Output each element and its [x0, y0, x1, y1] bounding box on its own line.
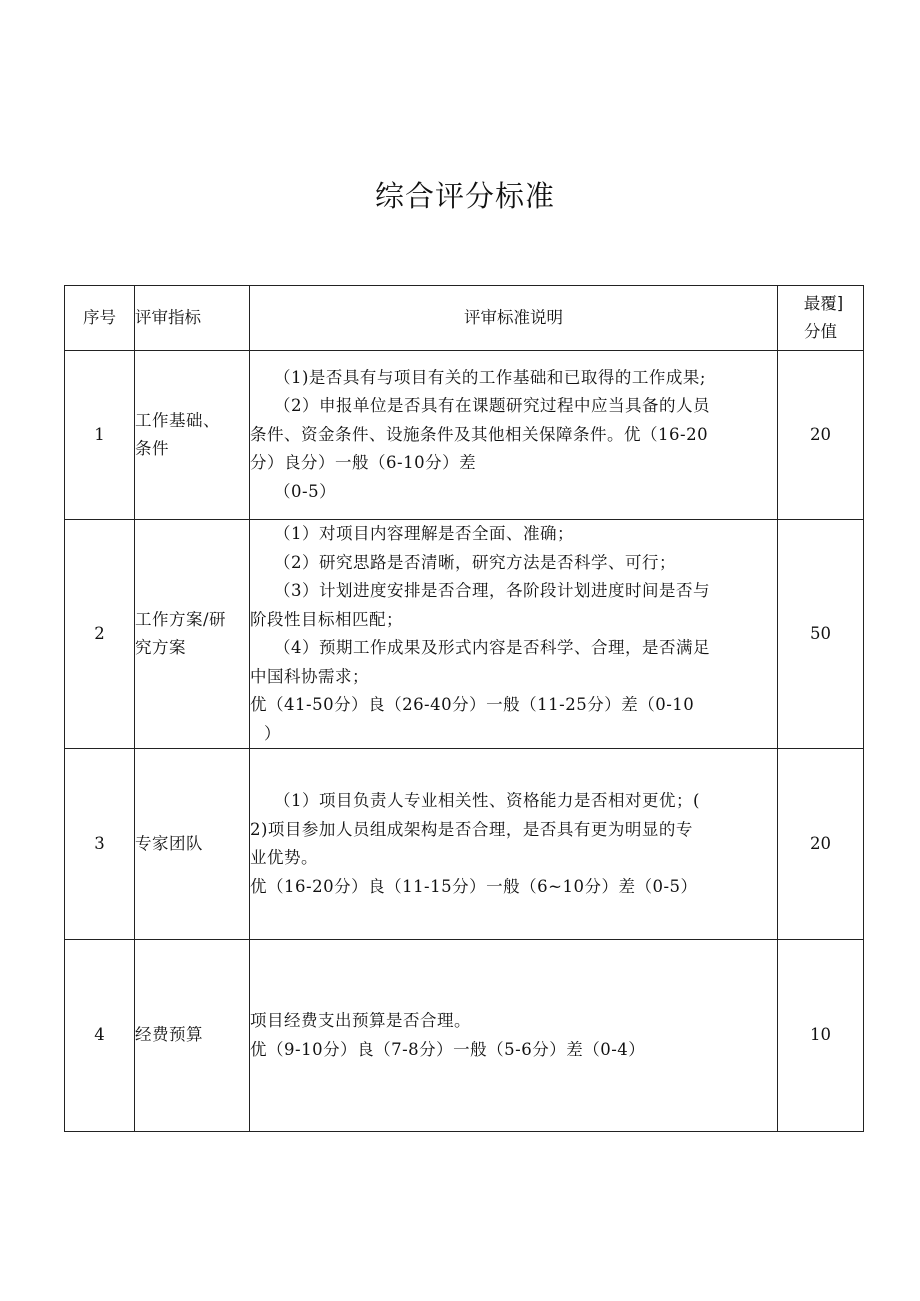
criteria-line: 阶段性目标相匹配；: [250, 609, 403, 629]
criteria-line: （4）预期工作成果及形式内容是否科学、合理，是否满足: [274, 638, 710, 657]
row-criteria: [250, 940, 778, 1132]
table-row: [65, 351, 864, 520]
table-row: [65, 749, 864, 940]
row-criteria: [250, 749, 778, 940]
indicator-line: 工作方案/研: [135, 609, 227, 629]
header-indicator: 评审指标: [135, 286, 250, 351]
criteria-line: 条件、资金条件、设施条件及其他相关保障条件。优（16-20: [250, 424, 709, 444]
row-score: 10: [778, 940, 864, 1132]
criteria-line: ）: [264, 723, 281, 743]
criteria-line: （2）研究思路是否清晰，研究方法是否科学、可行；: [274, 552, 676, 572]
indicator-line: 条件: [135, 439, 169, 458]
criteria-line: 项目经费支出预算是否合理。: [250, 1011, 471, 1030]
header-criteria: 评审标准说明: [250, 286, 778, 351]
row-score: 20: [778, 351, 864, 520]
criteria-line: （1）对项目内容理解是否全面、准确；: [274, 524, 574, 543]
scoring-table: [64, 285, 864, 1132]
header-seq: 序号: [65, 286, 135, 351]
criteria-line: （1)是否具有与项目有关的工作基础和已取得的工作成果;: [274, 367, 706, 387]
row-indicator: [135, 520, 250, 749]
criteria-line: （3）计划进度安排是否合理，各阶段计划进度时间是否与: [274, 581, 710, 600]
row-score: 50: [778, 520, 864, 749]
criteria-line: 中国科协需求；: [250, 666, 369, 686]
indicator-line: 专家团队: [135, 833, 203, 853]
row-seq: 3: [65, 749, 135, 940]
header-score-line1: 最覆]: [803, 293, 844, 313]
row-indicator: [135, 749, 250, 940]
header-score-line2: 分值: [804, 322, 837, 341]
row-score: 20: [778, 749, 864, 940]
table-header-row: [65, 286, 864, 351]
criteria-line: 优（41-50分）良（26-40分）一般（11-25分）差（0-10: [250, 695, 695, 714]
row-seq: 1: [65, 351, 135, 520]
criteria-line: （2）申报单位是否具有在课题研究过程中应当具备的人员: [274, 396, 710, 416]
row-indicator: [135, 351, 250, 520]
criteria-line: （0-5）: [274, 481, 337, 501]
row-criteria: [250, 520, 778, 749]
criteria-line: 业优势。: [250, 848, 318, 867]
criteria-line: 优（16-20分）良（11-15分）一般（6~10分）差（0-5）: [250, 876, 698, 896]
indicator-line: 究方案: [135, 638, 186, 657]
table-row: [65, 940, 864, 1132]
row-indicator: [135, 940, 250, 1132]
row-seq: 4: [65, 940, 135, 1132]
criteria-line: 分）良分）一般（6-10分）差: [250, 453, 477, 473]
row-criteria: [250, 351, 778, 520]
indicator-line: 工作基础、: [135, 410, 220, 430]
table-row: [65, 520, 864, 749]
row-seq: 2: [65, 520, 135, 749]
criteria-line: 2)项目参加人员组成架构是否合理，是否具有更为明显的专: [250, 819, 693, 839]
header-score: [778, 286, 864, 351]
criteria-line: 优（9-10分）良（7-8分）一般（5-6分）差（0-4）: [250, 1039, 646, 1059]
criteria-line: （1）项目负责人专业相关性、资格能力是否相对更优；(: [274, 791, 700, 810]
page-title: 综合评分标准: [374, 179, 555, 213]
indicator-line: 经费预算: [135, 1025, 203, 1045]
